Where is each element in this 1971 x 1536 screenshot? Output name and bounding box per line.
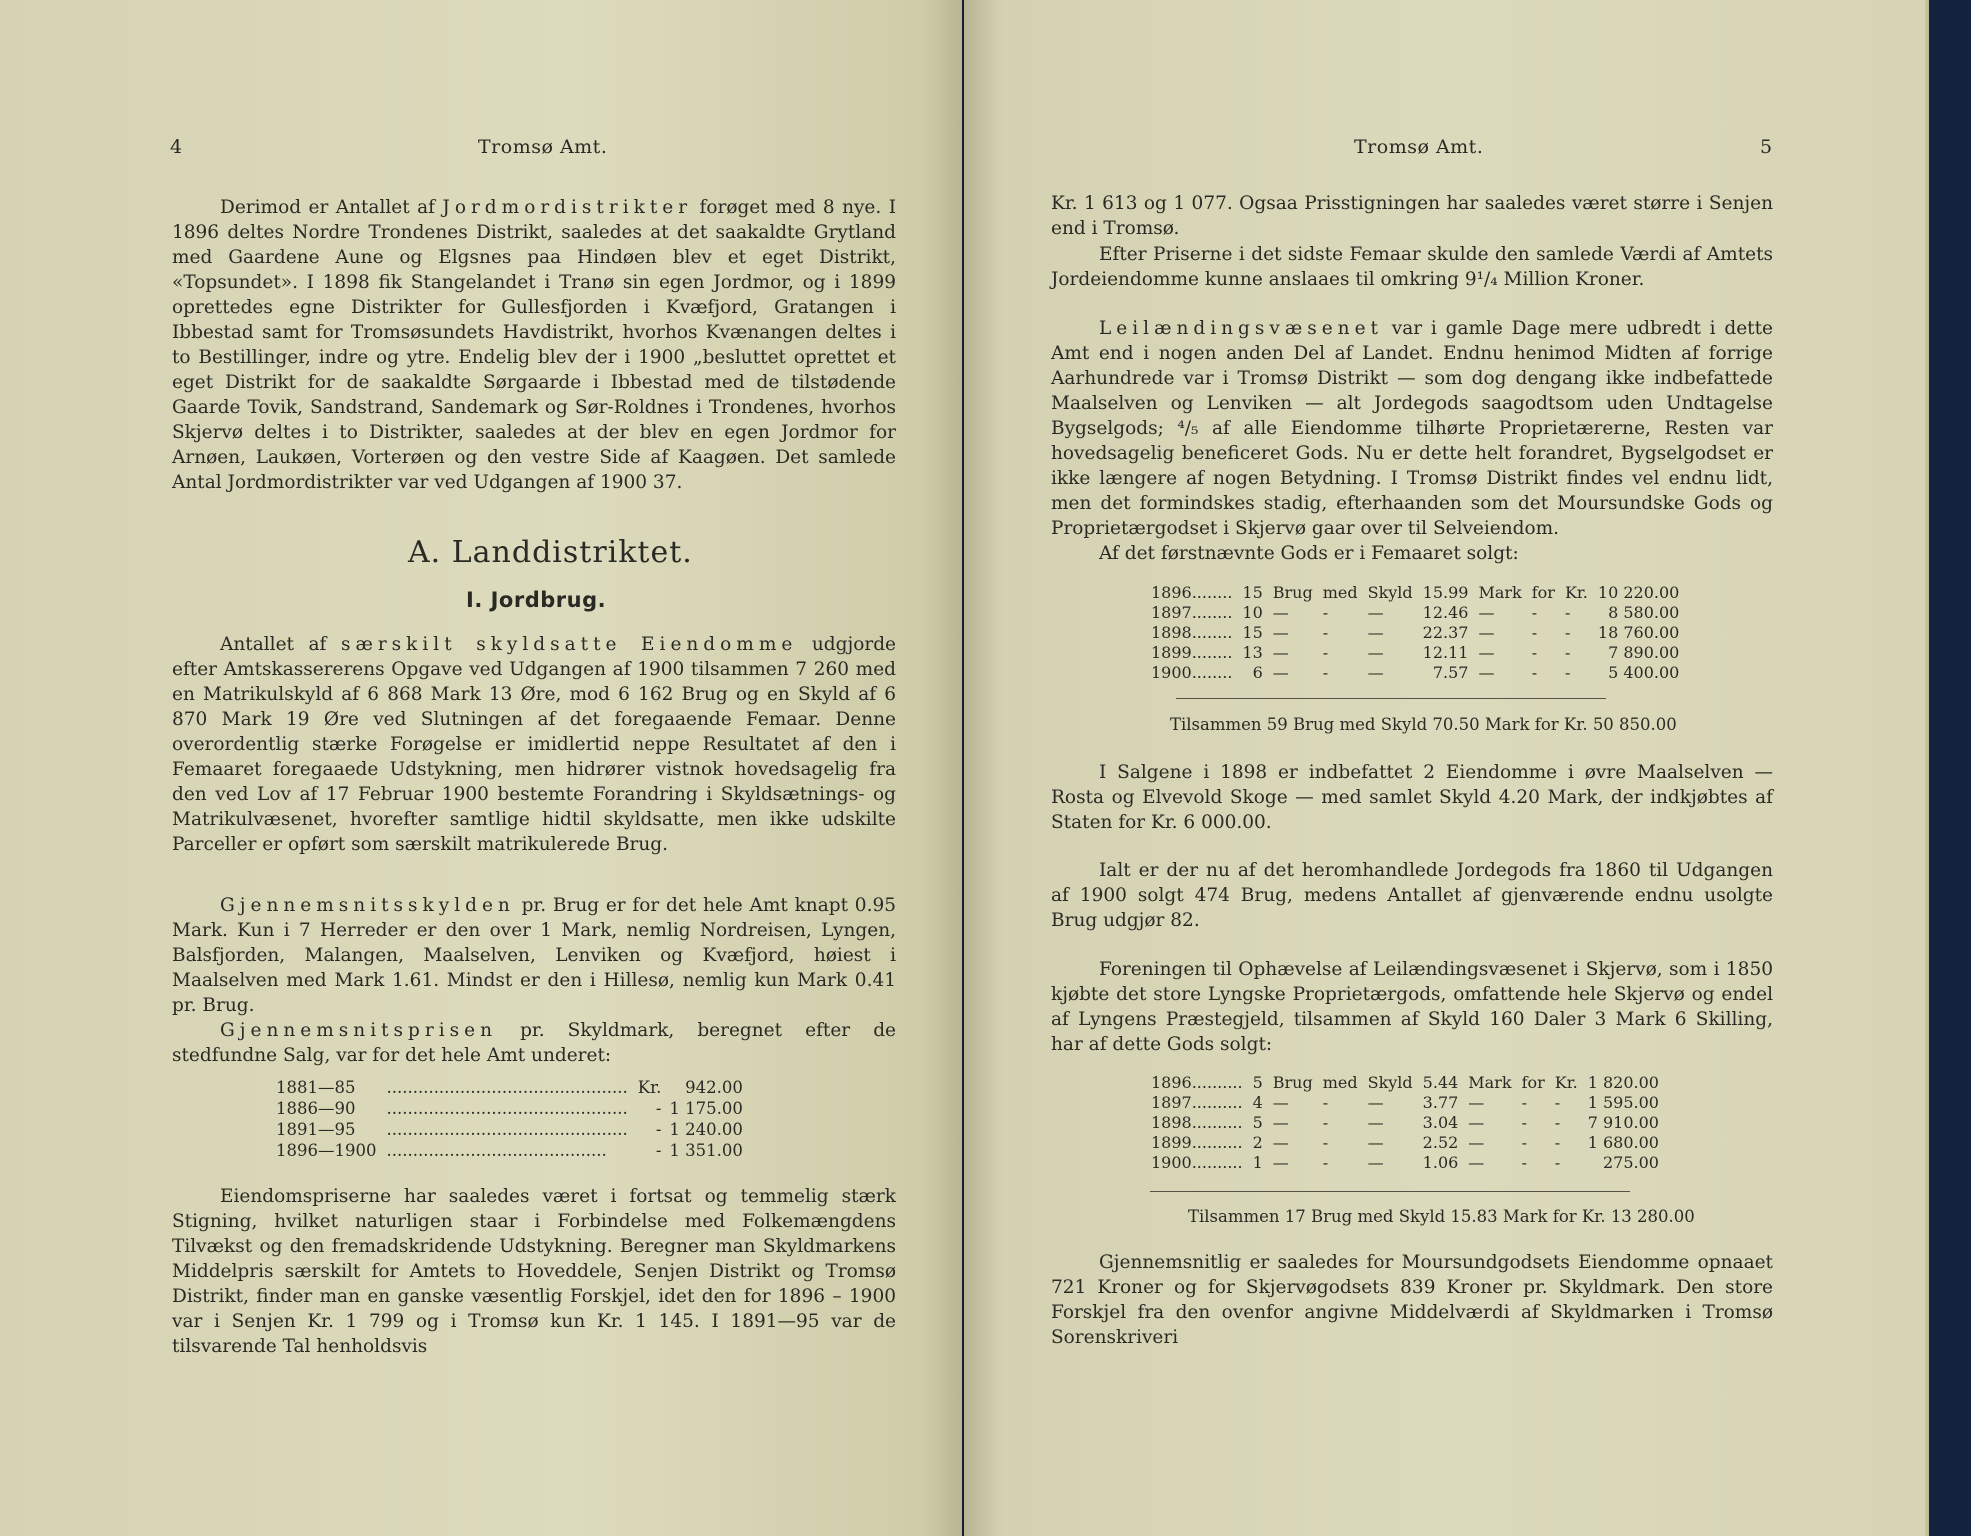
sales-cell: 1900........ (1151, 663, 1233, 682)
sales-cell: — (1367, 1133, 1384, 1152)
sales-cell: — (1272, 643, 1289, 662)
sales-cell: 1896.......... (1151, 1073, 1243, 1092)
running-head-left: Tromsø Amt. (478, 136, 608, 158)
sales-cell: 13 (1242, 643, 1263, 662)
sales-cell: - (1521, 1153, 1527, 1172)
sales-cell: — (1272, 1093, 1289, 1112)
sales-cell: — (1367, 663, 1384, 682)
paragraph (172, 1018, 896, 1068)
paragraph (1051, 957, 1773, 1057)
text-run: udgjorde efter Amtskassererens Opgave ved Udgangen af 1900 tilsammen 7 260 med en Matrikulskyld af 6 868 Mark 13 Øre, mod 6 162 Brug og en Skyld af 6 870 Mark 19 Øre ved Slutningen af det foregaaende Femaar. Denne overordentlig stærke Forøgelse er imidlertid neppe Resultatet af den i Femaaret foregaaede Udstykning, men hidrører vistnok hovedsagelig fra den ved Lov af 17 Februar 1900 bestemte Forandring i Skyldsætnings- og Matrikulvæsenet, hvorefter samtlige hidtil skyldsatte, men ikke udskilte Parceller er opført som særskilt matrikulerede Brug. (172, 634, 896, 855)
price-cell-period: 1891—95 (276, 1120, 356, 1139)
sales-cell: — (1367, 1093, 1384, 1112)
spaced-term: Gjennemsnitsskylden (220, 895, 515, 916)
sales-cell: — (1478, 643, 1495, 662)
sales-cell: 275.00 (1602, 1153, 1659, 1172)
subsection-title: I. Jordbrug. (466, 588, 607, 612)
paragraph (1051, 760, 1773, 835)
table-row (1146, 1133, 1664, 1153)
sales-cell: 1 680.00 (1587, 1133, 1659, 1152)
sales-cell: — (1367, 1113, 1384, 1132)
right-paragraph-2 (1051, 242, 1773, 292)
sales-cell: — (1272, 623, 1289, 642)
page-number-left: 4 (170, 136, 183, 158)
left-paragraph-3 (172, 893, 896, 1018)
table-row (272, 1140, 747, 1161)
sales-cell: — (1468, 1093, 1485, 1112)
sales-cell: med (1322, 583, 1358, 602)
sales-cell: — (1272, 1113, 1289, 1132)
sales-cell: — (1468, 1113, 1485, 1132)
paragraph (1051, 191, 1773, 241)
sales-cell: - (1564, 603, 1571, 622)
sales-cell: — (1468, 1153, 1485, 1172)
text-run: var i gamle Dage mere udbredt i dette Amt end i nogen anden Del af Landet. Endnu henimod Midten af forrige Aarhundrede var i Tromsø Distrikt — som dog dengang ikke indbefattede Maalselven og Lenviken — alt Jordegods saagodtsom uden Undtagelse Bygselgods; ⁴/₅ af alle Eiendomme tilhørte Proprietærerne, Resten var hovedsagelig beneficeret Gods. Nu er dette helt forandret, Bygselgodset er ikke længere af nogen Betydning. I Tromsø Distrikt findes vel endnu lidt, men det formindskes stadig, efterhaanden som det Moursundske Gods og Proprietærgodset i Skjervø gaar over til Selveiendom. (1051, 318, 1773, 539)
sales-cell: 1 (1252, 1153, 1263, 1172)
price-cell-dots: .......................................... (386, 1141, 607, 1160)
sales-cell: - (1554, 1133, 1561, 1152)
sales-cell: Mark (1478, 583, 1522, 602)
sales-cell: - (1322, 643, 1329, 662)
table-row (1146, 1153, 1664, 1173)
sales-cell: Skyld (1367, 583, 1413, 602)
sales-cell: - (1322, 623, 1329, 642)
sales-cell: 4 (1252, 1093, 1263, 1112)
sales-cell: 7 890.00 (1608, 643, 1680, 662)
sales-cell: 5 (1252, 1073, 1263, 1092)
section-title: A. Landdistriktet. (408, 535, 693, 570)
table-row (272, 1098, 747, 1119)
sales-cell: - (1554, 1153, 1561, 1172)
price-cell-cur: - (655, 1099, 662, 1118)
sales-cell: 3.77 (1422, 1093, 1459, 1112)
sales-cell: — (1367, 643, 1384, 662)
price-cell-dots: .............................................. (386, 1099, 628, 1118)
sales-total-1: Tilsammen 59 Brug med Skyld 70.50 Mark for Kr. 50 850.00 (1170, 715, 1677, 734)
price-cell-period: 1896—1900 (276, 1141, 377, 1160)
sales-cell: - (1564, 663, 1571, 682)
sales-cell: 1898.......... (1151, 1113, 1243, 1132)
sales-cell: 1897........ (1151, 603, 1233, 622)
sales-cell: med (1322, 1073, 1358, 1092)
left-paragraph-1 (172, 195, 896, 495)
sales-cell: 6 (1252, 663, 1263, 682)
sales-cell: 2 (1252, 1133, 1263, 1152)
sales-cell: 1 820.00 (1587, 1073, 1659, 1092)
table-row (1146, 663, 1684, 683)
paragraph (1051, 316, 1773, 541)
sales-cell: - (1564, 623, 1571, 642)
spaced-term: særskilt skyldsatte Eiendomme (340, 634, 798, 655)
sales-cell: — (1272, 1153, 1289, 1172)
paragraph (1051, 1250, 1773, 1350)
sales-cell: 1 595.00 (1587, 1093, 1659, 1112)
text-run: pr. Brug er for det hele Amt knapt 0.95 Mark. Kun i 7 Herreder er den over 1 Mark, nemlig Nordreisen, Lyngen, Balsfjorden, Malangen, Maalselven, Lenviken og Kvæfjord, høiest i Maalselven med Mark 1.61. Mindst er den i Hillesø, nemlig kun Mark 0.41 pr. Brug. (172, 895, 896, 1016)
right-paragraph-3 (1051, 316, 1773, 566)
table-row (1146, 643, 1684, 663)
sales-cell: Skyld (1367, 1073, 1413, 1092)
sales-cell: - (1521, 1113, 1527, 1132)
table-row (272, 1077, 747, 1098)
paragraph: Af det førstnævnte Gods er i Femaaret solgt: (1099, 543, 1519, 564)
price-cell-value: 942.00 (685, 1078, 743, 1097)
right-paragraph-1 (1051, 191, 1773, 241)
sales-cell: 22.37 (1422, 623, 1469, 642)
text-run: Ialt er der nu af det heromhandlede Jordegods fra 1860 til Udgangen af 1900 solgt 474 Brug, medens Antallet af gjenværende endnu usolgte Brug udgjør 82. (1051, 860, 1773, 931)
price-cell-dots: .............................................. (386, 1120, 628, 1139)
right-paragraph-6 (1051, 957, 1773, 1057)
sales-cell: 5.44 (1422, 1073, 1459, 1092)
sales-cell: — (1272, 1133, 1289, 1152)
sales-cell: 18 760.00 (1597, 623, 1680, 642)
sales-cell: - (1554, 1093, 1561, 1112)
text-run: I Salgene i 1898 er indbefattet 2 Eiendomme i øvre Maalselven — Rosta og Elvevold Skoge — med samlet Skyld 4.20 Mark, der indkjøbtes af Staten for Kr. 6 000.00. (1051, 762, 1773, 833)
sales-cell: 3.04 (1422, 1113, 1459, 1132)
sales-cell: - (1531, 603, 1538, 622)
sales-cell: 8 580.00 (1608, 603, 1680, 622)
sales-cell: 1898........ (1151, 623, 1233, 642)
text-run: Eiendomspriserne har saaledes været i fortsat og temmelig stærk Stigning, hvilket naturligen staar i Forbindelse med Folkemængdens Tilvækst og den fremadskridende Udstykning. Beregner man Skyldmarkens Middelpris særskilt for Amtets to Hoveddele, Senjen Distrikt og Tromsø Distrikt, finder man en ganske væsentlig Forskjel, idet den for 1896 – 1900 var i Senjen Kr. 1 799 og i Tromsø kun Kr. 1 145. I 1891—95 var de tilsvarende Tal henholdsvis (172, 1186, 896, 1357)
sales-cell: 12.11 (1422, 643, 1469, 662)
sales-cell: - (1521, 1093, 1527, 1112)
sales-total-2: Tilsammen 17 Brug med Skyld 15.83 Mark for Kr. 13 280.00 (1188, 1207, 1695, 1226)
sales-cell: Brug (1272, 1073, 1313, 1092)
sales-cell: — (1367, 623, 1384, 642)
sales-cell: 7.57 (1432, 663, 1469, 682)
text-run: Derimod er Antallet af (220, 197, 443, 218)
left-paragraph-2 (172, 632, 896, 857)
price-cell-value: 1 175.00 (669, 1099, 743, 1118)
sales-cell: — (1367, 603, 1384, 622)
text-run: Kr. 1 613 og 1 077. Ogsaa Prisstigningen har saaledes været større i Senjen end i Tromsø. (1051, 193, 1773, 239)
right-paragraph-7 (1051, 1250, 1773, 1350)
sales-cell: - (1322, 1113, 1329, 1132)
price-cell-period: 1881—85 (276, 1078, 356, 1097)
sales-cell: 15 (1242, 583, 1263, 602)
sales-cell: - (1531, 623, 1538, 642)
sales-cell: 7 910.00 (1587, 1113, 1659, 1132)
table-row (272, 1119, 747, 1140)
sales-cell: 2.52 (1422, 1133, 1459, 1152)
price-table (272, 1077, 747, 1161)
sales-cell: 1.06 (1422, 1153, 1459, 1172)
price-cell-value: 1 240.00 (669, 1120, 743, 1139)
sales-table-1 (1146, 583, 1684, 683)
price-cell-cur: - (655, 1120, 662, 1139)
table-row (1146, 1113, 1664, 1133)
table-row (1146, 603, 1684, 623)
sales-table-2 (1146, 1073, 1664, 1173)
table-row (1146, 1073, 1664, 1093)
sales-cell: Mark (1468, 1073, 1512, 1092)
sales-cell: - (1322, 603, 1329, 622)
sales-cell: 10 220.00 (1597, 583, 1680, 602)
sales-cell: — (1367, 1153, 1384, 1172)
sales-cell: Kr. (1554, 1073, 1578, 1092)
sales-cell: 1896........ (1151, 583, 1233, 602)
right-paragraph-4 (1051, 760, 1773, 835)
sales-cell: - (1322, 663, 1329, 682)
text-run: pr. Skyldmark, beregnet efter de stedfundne Salg, var for det hele Amt underet: (172, 1020, 896, 1066)
sales-cell: — (1272, 603, 1289, 622)
sales-cell: - (1531, 643, 1538, 662)
text-run: Gjennemsnitlig er saaledes for Moursundgodsets Eiendomme opnaaet 721 Kroner og for Skjervøgodsets 839 Kroner pr. Skyldmark. Den store Forskjel fra den ovenfor angivne Middelværdi af Skyldmarken i Tromsø Sorenskriveri (1051, 1252, 1773, 1348)
sales-cell: 12.46 (1422, 603, 1469, 622)
sales-cell: - (1531, 663, 1538, 682)
spaced-term: Jordmordistrikter (442, 197, 693, 218)
background-edge (1929, 0, 1971, 1536)
text-run: Antallet af (220, 634, 341, 655)
price-cell-value: 1 351.00 (669, 1141, 743, 1160)
paragraph (1051, 242, 1773, 292)
left-page (0, 0, 962, 1536)
sales-cell: — (1478, 663, 1495, 682)
text-run: Efter Priserne i det sidste Femaar skulde den samlede Værdi af Amtets Jordeiendomme kunne anslaaes til omkring 9¹/₄ Million Kroner. (1051, 244, 1773, 290)
text-run: Foreningen til Ophævelse af Leilændingsvæsenet i Skjervø, som i 1850 kjøbte det store Lyngske Proprietærgods, omfattende hele Skjervø og endel af Lyngens Præstegjeld, tilsammen af Skyld 160 Daler 3 Mark 6 Skilling, har af dette Gods solgt: (1051, 959, 1773, 1055)
right-paragraph-5 (1051, 858, 1773, 933)
sales-cell: - (1322, 1153, 1329, 1172)
table-row (1146, 1093, 1664, 1113)
sales-cell: for (1531, 583, 1555, 602)
table-row (1146, 623, 1684, 643)
paragraph (1051, 858, 1773, 933)
spaced-term: Gjennemsnitsprisen (220, 1020, 497, 1041)
price-cell-cur: - (655, 1141, 662, 1160)
table-row (1146, 583, 1684, 603)
running-head-right: Tromsø Amt. (1354, 136, 1484, 158)
sales-cell: 1897.......... (1151, 1093, 1243, 1112)
sales-cell: 15 (1242, 623, 1263, 642)
paragraph (172, 893, 896, 1018)
text-run: forøget med 8 nye. I 1896 deltes Nordre Trondenes Distrikt, saaledes at det saakaldte Grytland med Gaardene Aune og Elgsnes paa Hindøen blev et eget Distrikt, «Topsundet». I 1898 fik Stangelandet i Tranø sin egen Jordmor, og i 1899 oprettedes egne Distrikter for Gullesfjorden i Kvæfjord, Gratangen i Ibbestad samt for Tromsøsundets Havdistrikt, hvorhos Kvænangen deltes i to Bestillinger, indre og ytre. Endelig blev der i 1900 „besluttet oprettet et eget Distrikt for de saakaldte Sørgaarde i Ibbestad med de tilstødende Gaarde Tovik, Sandstrand, Sandemark og Sør-Roldnes i Trondenes, hvorhos Skjervø deltes i to Distrikter, saaledes at der blev en egen Jordmor for Arnøen, Laukøen, Vorterøen og den vestre Side af Kaagøen. Det samlede Antal Jordmordistrikter var ved Udgangen af 1900 37. (172, 197, 896, 493)
sales-cell: - (1554, 1113, 1561, 1132)
sales-cell: 15.99 (1422, 583, 1469, 602)
right-page (964, 0, 1929, 1536)
sales-cell: — (1272, 663, 1289, 682)
spaced-term: Leilændingsvæsenet (1099, 318, 1383, 339)
paragraph (172, 632, 896, 857)
sales-cell: Brug (1272, 583, 1313, 602)
sales-cell: - (1322, 1133, 1329, 1152)
sales-cell: - (1322, 1093, 1329, 1112)
sales-cell: - (1521, 1133, 1527, 1152)
paragraph (172, 195, 896, 495)
sales-cell: 5 (1252, 1113, 1263, 1132)
sales-cell: — (1478, 623, 1495, 642)
sales-cell: for (1521, 1073, 1545, 1092)
sales-cell: 1899........ (1151, 643, 1233, 662)
table-rule (1150, 1191, 1630, 1192)
sales-cell: — (1478, 603, 1495, 622)
sales-cell: - (1564, 643, 1571, 662)
left-paragraph-4 (172, 1018, 896, 1068)
sales-cell: 5 400.00 (1608, 663, 1680, 682)
sales-cell: 1900.......... (1151, 1153, 1243, 1172)
sales-cell: 1899.......... (1151, 1133, 1243, 1152)
paragraph (172, 1184, 896, 1359)
sales-cell: Kr. (1564, 583, 1588, 602)
price-cell-dots: .............................................. (386, 1078, 628, 1097)
table-rule (1176, 698, 1606, 699)
price-cell-cur: Kr. (637, 1078, 662, 1097)
price-cell-period: 1886—90 (276, 1099, 356, 1118)
page-number-right: 5 (1760, 136, 1773, 158)
sales-cell: — (1468, 1133, 1485, 1152)
left-paragraph-5 (172, 1184, 896, 1359)
sales-cell: 10 (1242, 603, 1263, 622)
